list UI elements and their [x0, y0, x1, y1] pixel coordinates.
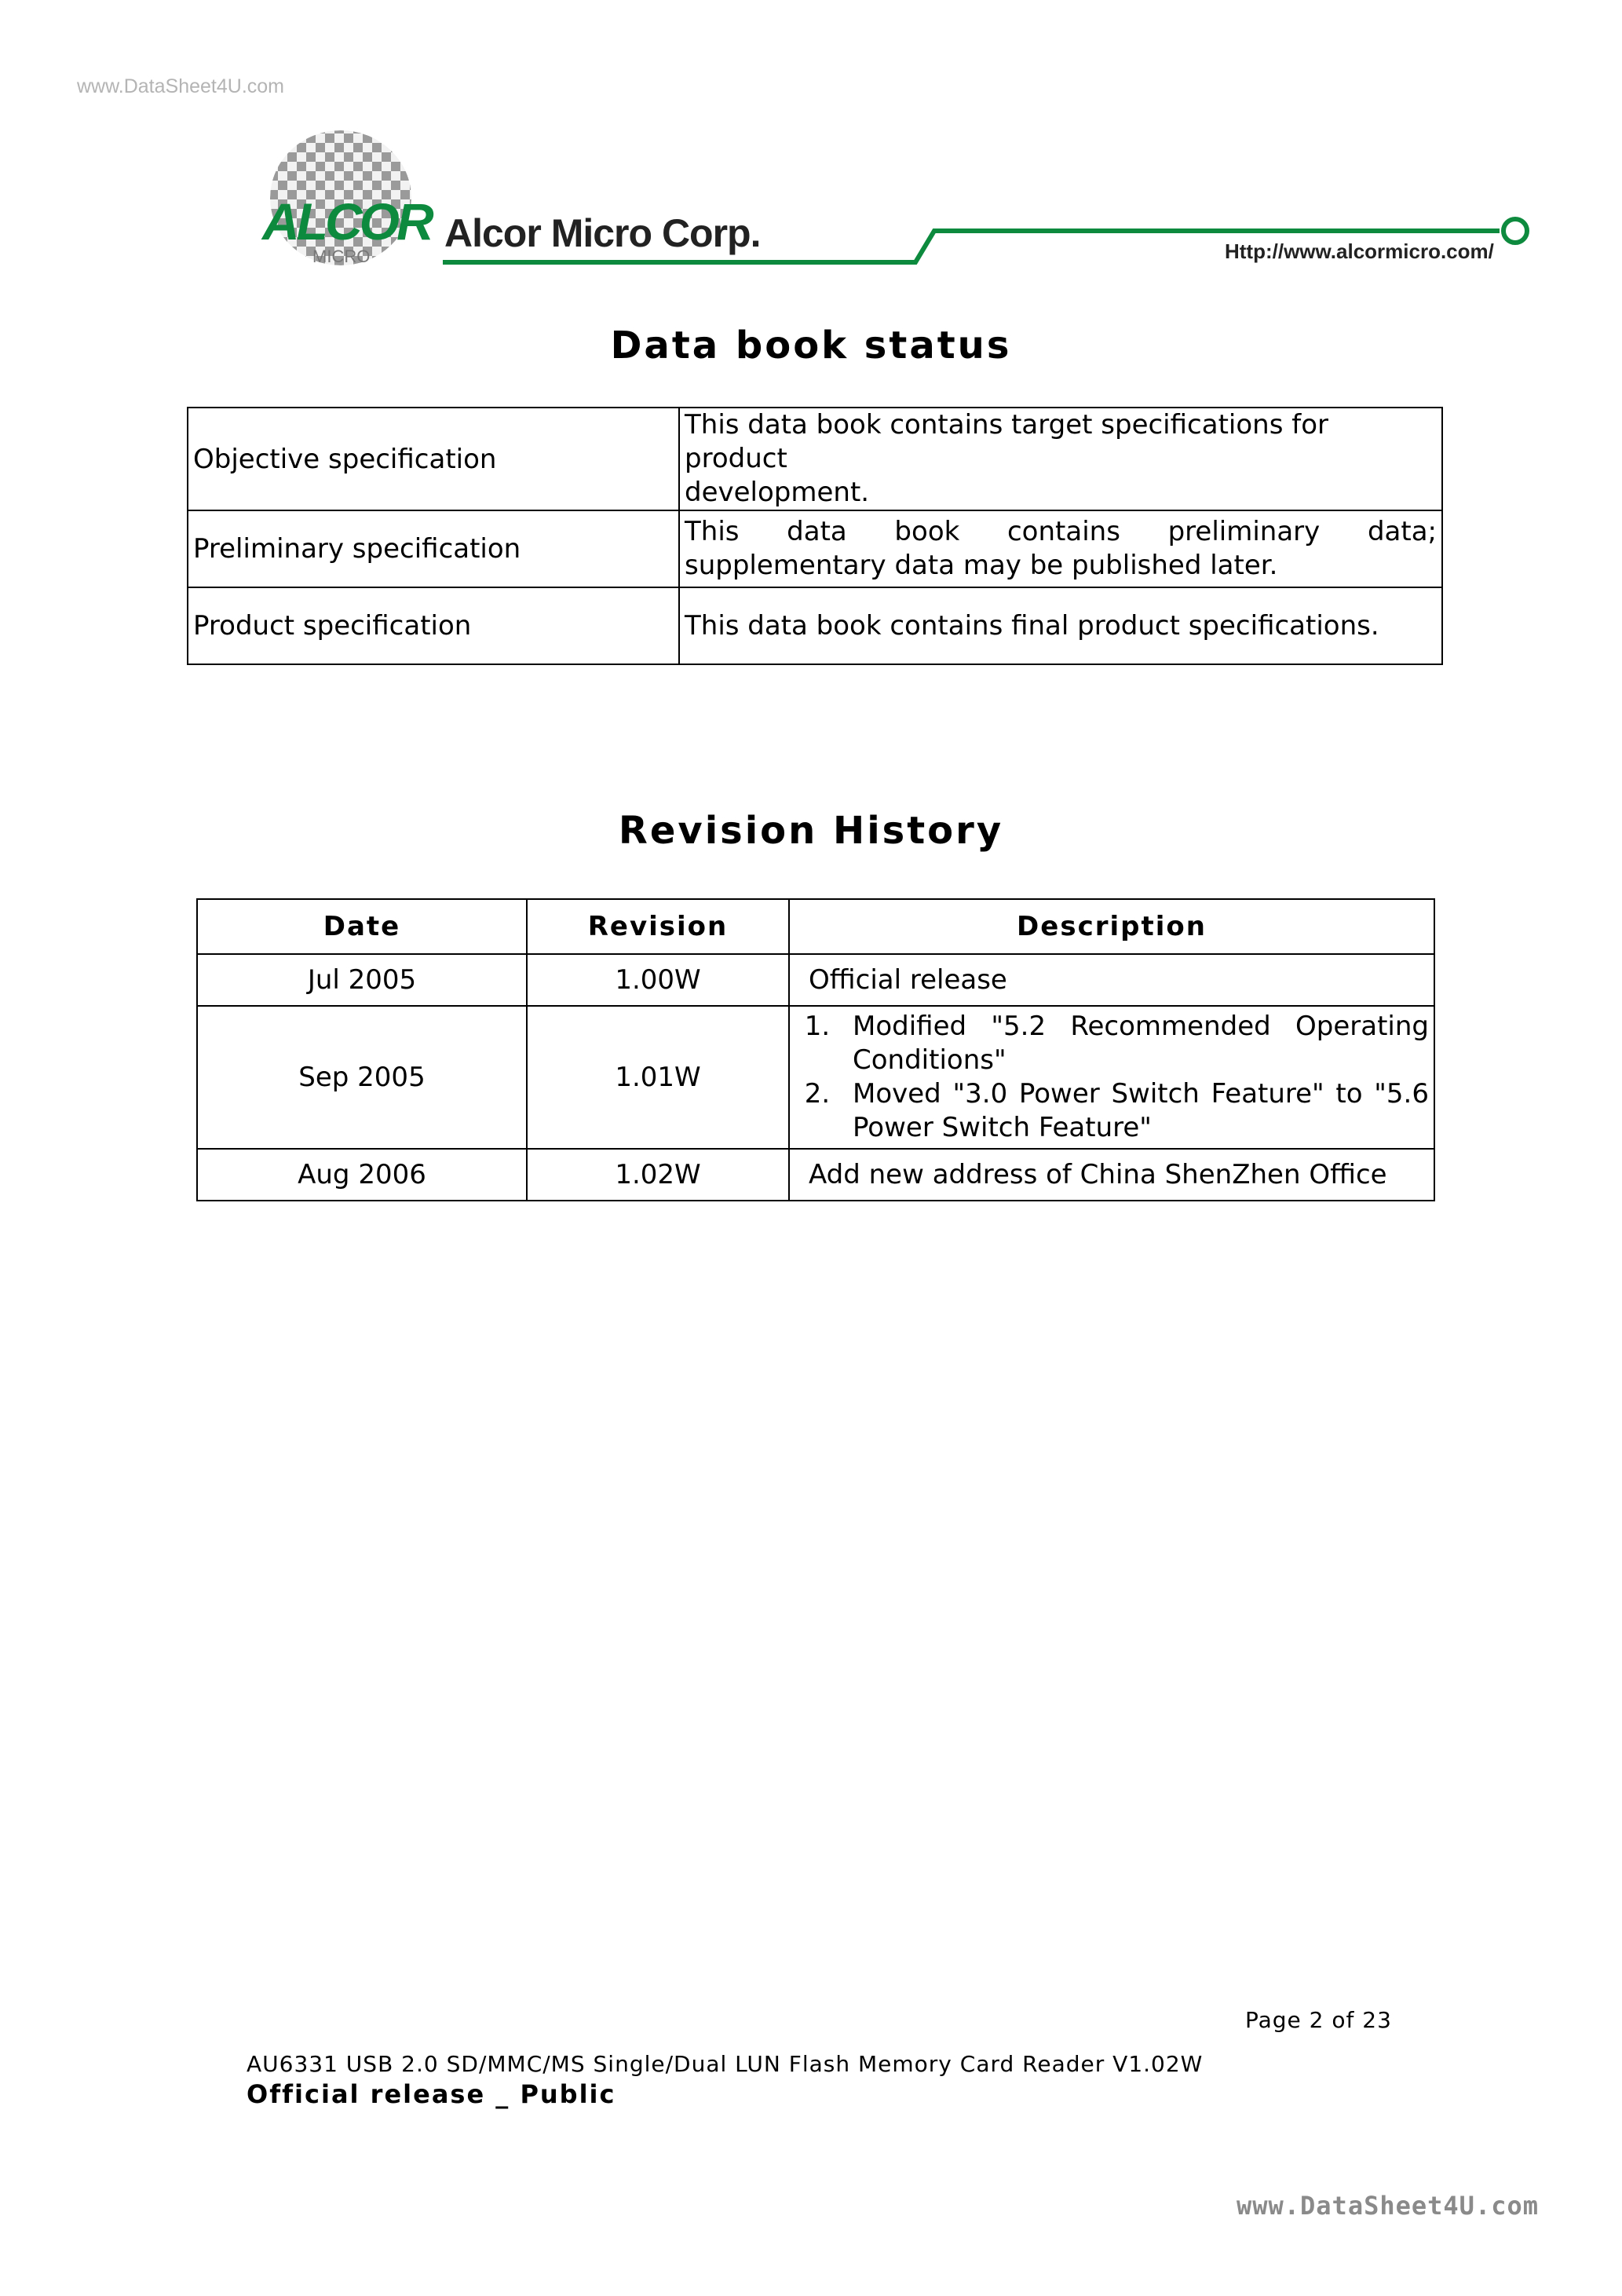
page-number: Page 2 of 23	[1245, 2007, 1392, 2033]
status-name: Preliminary specification	[188, 510, 679, 587]
revision-change-list	[790, 1010, 1429, 1145]
status-description-line: supplementary data may be published later.	[685, 550, 1278, 581]
company-name: Alcor Micro Corp.	[444, 211, 761, 255]
status-table	[187, 407, 1443, 665]
logo-wordmark: ALCOR	[262, 192, 431, 250]
status-name: Product specification	[188, 587, 679, 664]
table-row	[188, 510, 1442, 587]
header-description: Description	[789, 899, 1434, 954]
list-item: 1. Modified "5.2 Recommended Operating Conditions"	[838, 1010, 1429, 1077]
header-revision: Revision	[527, 899, 789, 954]
document-title: AU6331 USB 2.0 SD/MMC/MS Single/Dual LUN Flash Memory Card Reader V1.02W	[247, 2051, 1204, 2077]
revision-table	[196, 898, 1435, 1201]
table-header-row	[197, 899, 1434, 954]
revision-number: 1.02W	[527, 1149, 789, 1201]
watermark-bottom: www.DataSheet4U.com	[1236, 2191, 1539, 2221]
revision-description: Add new address of China ShenZhen Office	[789, 1149, 1434, 1201]
table-row	[188, 408, 1442, 510]
status-description-line: development.	[685, 477, 870, 508]
status-description-line: This data book contains final product specifications.	[685, 609, 1379, 642]
release-status: Official release _ Public	[247, 2079, 616, 2109]
status-description	[679, 510, 1442, 587]
revision-date: Aug 2006	[197, 1149, 527, 1201]
status-name: Objective specification	[188, 408, 679, 510]
company-url: Http://www.alcormicro.com/	[1225, 239, 1494, 263]
status-description-line: This data book contains target specifications for product	[685, 409, 1328, 474]
revision-date: Jul 2005	[197, 954, 527, 1006]
revision-date: Sep 2005	[197, 1006, 527, 1149]
status-title: Data book status	[610, 324, 1012, 367]
header-date: Date	[197, 899, 527, 954]
logo-subtext: MICRO	[312, 247, 371, 266]
revision-description: Official release	[789, 954, 1434, 1006]
revision-description	[789, 1006, 1434, 1149]
revision-title: Revision History	[618, 809, 1004, 853]
table-row	[197, 954, 1434, 1006]
list-item: 2. Moved "3.0 Power Switch Feature" to "5.6 Power Switch Feature"	[838, 1077, 1429, 1145]
status-description	[679, 408, 1442, 510]
table-row	[197, 1006, 1434, 1149]
table-row	[188, 587, 1442, 664]
revision-number: 1.01W	[527, 1006, 789, 1149]
revision-number: 1.00W	[527, 954, 789, 1006]
table-row	[197, 1149, 1434, 1201]
status-description	[679, 587, 1442, 664]
watermark-top: www.DataSheet4U.com	[77, 75, 285, 97]
status-description-line: This data book contains preliminary data;	[685, 516, 1437, 547]
